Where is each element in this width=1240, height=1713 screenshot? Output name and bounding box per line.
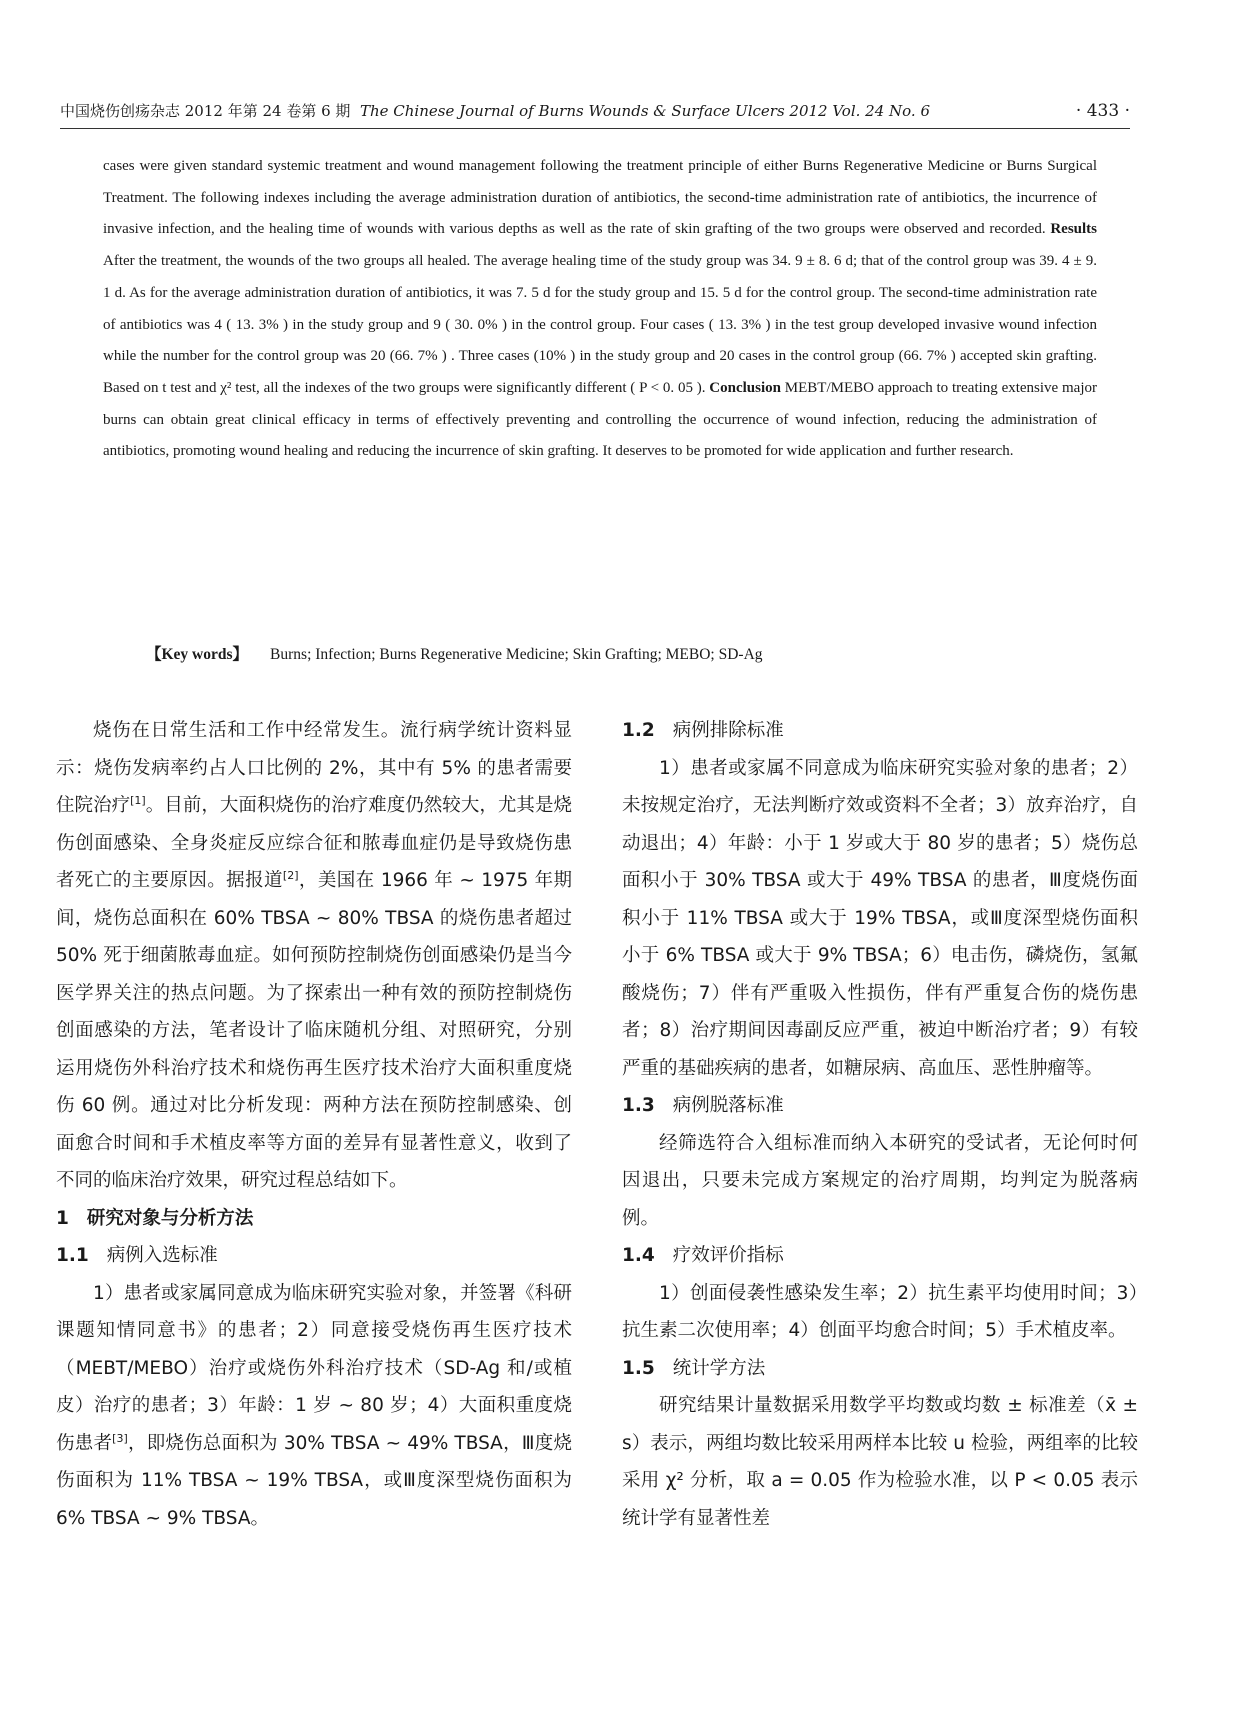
english-abstract	[103, 151, 1097, 468]
intro-text-a: 烧伤在日常生活和工作中经常发生。流行病学统计资料显示：烧伤发病率约占人口比例的 2%，其中有 5% 的患者需要住院治疗	[56, 720, 572, 816]
journal-title-cn: 中国烧伤创疡杂志 2012 年第 24 卷第 6 期	[60, 102, 351, 120]
right-column	[622, 712, 1138, 1537]
inclusion-text-b: ，即烧伤总面积为 30% TBSA ~ 49% TBSA，Ⅲ度烧伤面积为 11% TBSA ~ 19% TBSA，或Ⅲ度深型烧伤面积为 6% TBSA ~ 9% TBSA。	[56, 1432, 572, 1529]
abstract-conclusion-text: MEBT/MEBO approach to treating extensive major burns can obtain great clinical efficacy in terms of effectively preventing and controlling the occurrence of wound infection, reducing the administration of antibiotics, promoting wound healing and reducing the incurrence of skin grafting. It deserves to be promoted for wide application and further research.	[103, 379, 1097, 460]
running-header	[60, 96, 1130, 126]
section-1-1-heading	[56, 1237, 572, 1275]
journal-title-en: The Chinese Journal of Burns Wounds & Surface Ulcers 2012 Vol. 24 No. 6	[359, 102, 930, 120]
section-1-1-number: 1.1	[56, 1245, 89, 1266]
keywords-label: 【Key words】	[146, 646, 249, 663]
section-1-title: 研究对象与分析方法	[86, 1207, 254, 1229]
section-1-2-title: 病例排除标准	[672, 720, 784, 741]
abstract-methods-text: cases were given standard systemic treatment and wound management following the treatment principle of either Burns Regenerative Medicine or Burns Surgical Treatment. The following indexes including the average administration duration of antibiotics, the second-time administration rate of antibiotics, the incurrence of invasive infection, and the healing time of wounds with various depths as well as the rate of skin grafting of the two groups were observed and recorded.	[103, 158, 1097, 238]
keywords-line	[146, 640, 1096, 670]
section-1-4-number: 1.4	[622, 1245, 655, 1266]
page-number: · 433 ·	[1075, 101, 1130, 121]
section-1-3-paragraph: 经筛选符合入组标准而纳入本研究的受试者，无论何时何因退出，只要未完成方案规定的治疗周期，均判定为脱落病例。	[622, 1132, 1138, 1229]
section-1-5-number: 1.5	[622, 1357, 655, 1379]
section-1-4-paragraph: 1）创面侵袭性感染发生率；2）抗生素平均使用时间；3）抗生素二次使用率；4）创面平均愈合时间；5）手术植皮率。	[622, 1282, 1138, 1341]
intro-text-c: ，美国在 1966 年 ~ 1975 年期间，烧伤总面积在 60% TBSA ~ 80% TBSA 的烧伤患者超过 50% 死于细菌脓毒血症。如何预防控制烧伤创面感染仍是当今医学界关注的热点问题。为了探索出一种有效的预防控制烧伤创面感染的方法，笔者设计了临床随机分组、对照研究，分别运用烧伤外科治疗技术和烧伤再生医疗技术治疗大面积重度烧伤 60 例。通过对比分析发现：两种方法在预防控制感染、创面愈合时间和手术植皮率等方面的差异有显著性意义，收到了不同的临床治疗效果，研究过程总结如下。	[56, 870, 572, 1191]
conclusion-label: Conclusion	[709, 379, 781, 396]
section-1-2-paragraph: 1）患者或家属不同意成为临床研究实验对象的患者；2）未按规定治疗，无法判断疗效或资料不全者；3）放弃治疗，自动退出；4）年龄：小于 1 岁或大于 80 岁的患者；5）烧伤总面积小于 30% TBSA 或大于 49% TBSA 的患者，Ⅲ度烧伤面积小于 11% TBSA 或大于 19% TBSA，或Ⅲ度深型烧伤面积小于 6% TBSA 或大于 9% TBSA；6）电击伤，磷烧伤，氢氟酸烧伤；7）伴有严重吸入性损伤，伴有严重复合伤的烧伤患者；8）治疗期间因毒副反应严重，被迫中断治疗者；9）有较严重的基础疾病的患者，如糖尿病、高血压、恶性肿瘤等。	[622, 757, 1138, 1079]
section-1-3-heading	[622, 1087, 1138, 1125]
section-1-1-paragraph	[56, 1275, 572, 1538]
section-1-number: 1	[56, 1207, 69, 1229]
section-1-4-title: 疗效评价指标	[672, 1245, 784, 1266]
section-1-3-title: 病例脱落标准	[672, 1095, 784, 1116]
header-divider	[60, 128, 1130, 129]
citation-ref-1: [1]	[130, 793, 146, 807]
section-1-2-heading	[622, 712, 1138, 750]
section-1-1-title: 病例入选标准	[106, 1245, 218, 1266]
section-1-heading	[56, 1200, 572, 1238]
results-label: Results	[1050, 221, 1098, 238]
inclusion-text-a: 1）患者或家属同意成为临床研究实验对象，并签署《科研课题知情同意书》的患者；2）同意接受烧伤再生医疗技术（MEBT/MEBO）治疗或烧伤外科治疗技术（SD-Ag 和/或植皮）治疗的患者；3）年龄：1 岁 ~ 80 岁；4）大面积重度烧伤患者	[56, 1282, 572, 1454]
section-1-3-number: 1.3	[622, 1095, 655, 1116]
section-1-5-heading	[622, 1350, 1138, 1388]
citation-ref-3: [3]	[112, 1431, 128, 1445]
keywords-text: Burns; Infection; Burns Regenerative Medicine; Skin Grafting; MEBO; SD-Ag	[270, 646, 763, 663]
left-column	[56, 712, 572, 1537]
citation-ref-2: [2]	[282, 868, 299, 882]
abstract-results-text: After the treatment, the wounds of the two groups all healed. The average healing time of the study group was 34. 9 ± 8. 6 d; that of the control group was 39. 4 ± 9. 1 d. As for the average administration duration of antibiotics, it was 7. 5 d for the study group and 15. 5 d for the control group. The second-time administration rate of antibiotics was 4 ( 13. 3% ) in the study group and 9 ( 30. 0% ) in the control group. Four cases ( 13. 3% ) in the test group developed invasive wound infection while the number for the control group was 20 (66. 7% ) . Three cases (10% ) in the study group and 20 cases in the control group (66. 7% ) accepted skin grafting. Based on t test and χ² test, all the indexes of the two groups were significantly different ( P < 0. 05 ).	[103, 253, 1097, 396]
section-1-4-heading	[622, 1237, 1138, 1275]
journal-citation	[60, 96, 930, 126]
introduction-paragraph	[56, 712, 572, 1200]
intro-text-b: 。目前，大面积烧伤的治疗难度仍然较大，尤其是烧伤创面感染、全身炎症反应综合征和脓毒血症仍是导致烧伤患者死亡的主要原因。据报道	[56, 795, 572, 891]
section-1-5-paragraph: 研究结果计量数据采用数学平均数或均数 ± 标准差（x̄ ± s）表示，两组均数比较采用两样本比较 u 检验，两组率的比较采用 χ² 分析，取 a = 0.05 作为检验水准，以 P < 0.05 表示统计学有显著性差	[622, 1395, 1138, 1529]
section-1-5-title: 统计学方法	[672, 1357, 766, 1379]
section-1-2-number: 1.2	[622, 720, 655, 741]
